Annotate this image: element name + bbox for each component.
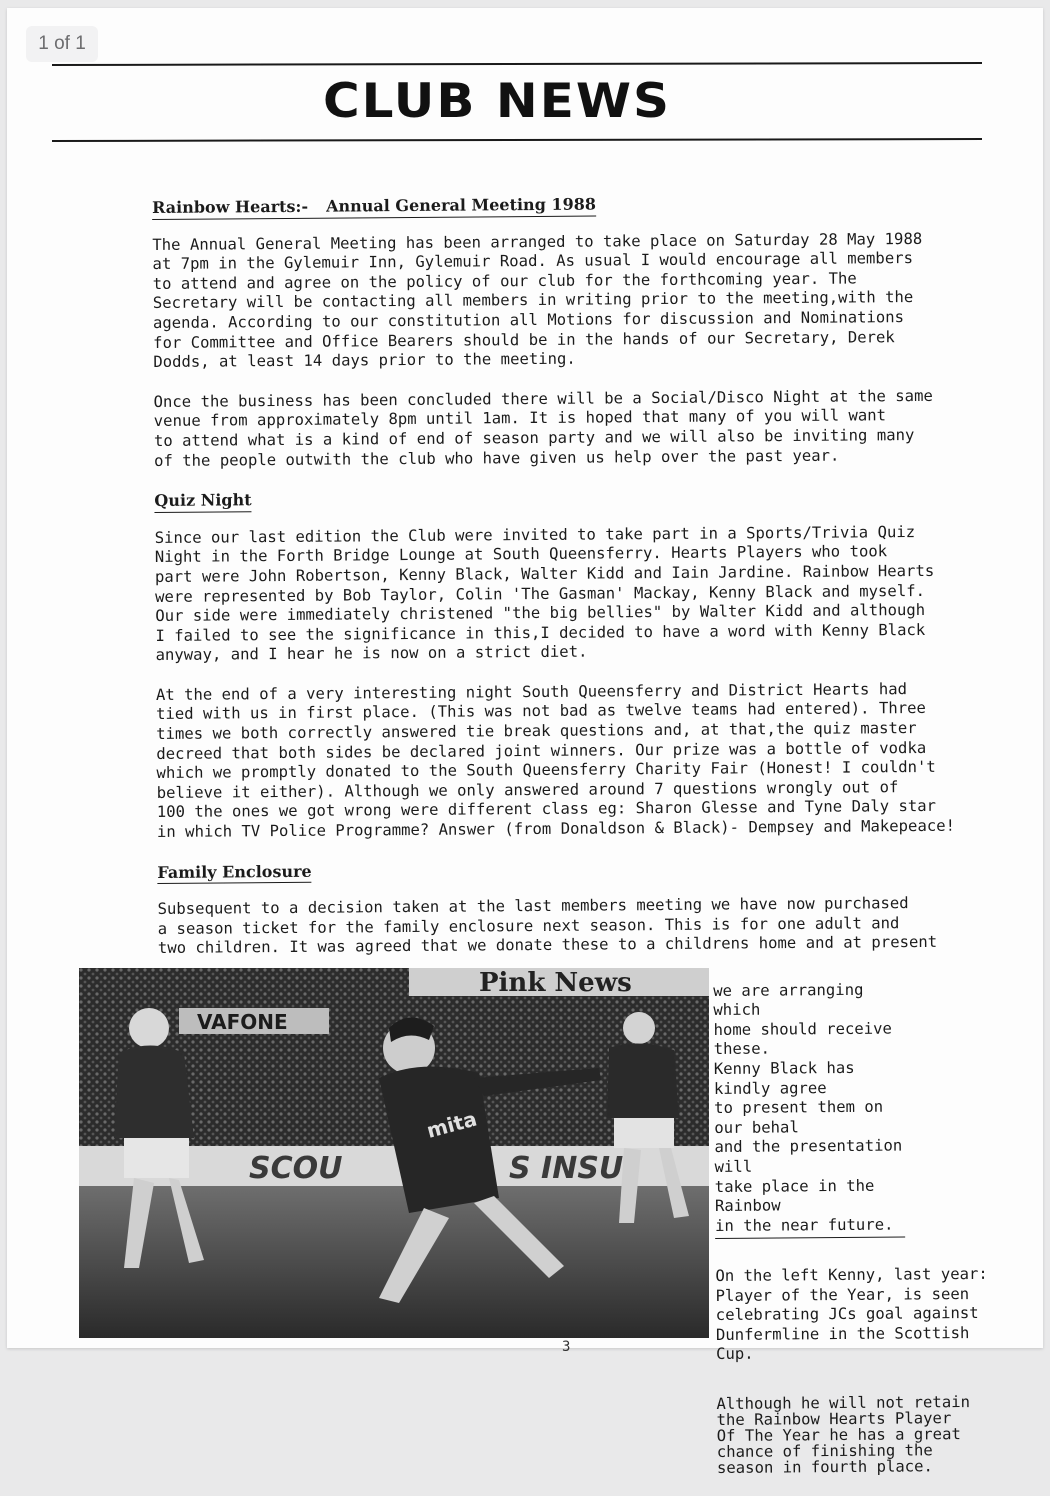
side-column (713, 960, 1017, 1496)
article-body (152, 191, 998, 959)
masthead-title: CLUB NEWS (322, 73, 672, 129)
agm-heading-title: Annual General Meeting 1988 (325, 194, 597, 216)
quiz-paragraph-1: Since our last edition the Club were invited to take part in a Sports/Trivia Quiz Night in the Forth Bridge Lounge at South Queensferry. Hearts Players who took part were John Robertson, Kenny Black, Walter Kidd and Iain Jardine. Rainbow Hearts were represented by Bob Taylor, Colin 'The Gasman' Mackay, Kenny Black and myself. Our side were immediately christened "the big bellies" by Walter Kidd and although I failed to see the significance in this,I decided to have a word with Kenny Black anyway, and I hear he is now on a strict diet. (154, 522, 935, 665)
document-page (7, 8, 1043, 1478)
family-side-text: we are arranging which home should receive these. Kenny Black has kindly agree to present them on our behal and the presentation will take place in the Rainbow in the near future. (713, 980, 905, 1239)
banner-left-text: VAFONE (197, 1010, 288, 1034)
page-number: 3 (562, 1339, 571, 1355)
masthead-top-rule (52, 62, 982, 66)
match-photo (79, 968, 709, 1338)
board-text-left: SCOU (249, 1151, 343, 1186)
photo-caption-1: On the left Kenny, last year: Player of the Year, is seen celebrating JCs goal against Dunfermline in the Scottish Cup. (715, 1264, 988, 1364)
board-text-right: S INSU (509, 1151, 624, 1186)
photo-caption-2: Although he will not retain the Rainbow Hearts Player Of The Year he has a great chance of finishing the season in fourth place. (716, 1393, 971, 1478)
banner-top-text: Pink News (479, 968, 632, 998)
agm-heading-club: Rainbow Hearts:- (152, 196, 309, 217)
quiz-heading: Quiz Night (154, 490, 251, 512)
shirt-sponsor-text: mita (424, 1106, 480, 1143)
quiz-paragraph-2: At the end of a very interesting night South Queensferry and District Hearts had tied with us in first place. (This was not bad as twelve teams had entered). Three times we both correctly answered tie break questions and, at that,the quiz master decreed that both sides be declared joint winners. Our prize was a bottle of vodka which we promptly donated to the South Queensferry Charity Fair (Honest! I couldn't believe it either). Although we only answered around 7 questions wrongly out of 100 the ones we got wrong were different class eg: Sharon Glesse and Tyne Daly star in which TV Police Programme? Answer (from Donaldson & Black)- Dempsey and Makepeace! (155, 679, 956, 842)
page-counter: 1 of 1 (26, 26, 98, 62)
agm-paragraph-1: The Annual General Meeting has been arranged to take place on Saturday 28 May 1988 at 7pm in the Gylemuir Inn, Gylemuir Road. As usual I would encourage all members to attend and agree on the policy of our club for the forthcoming year. The Secretary will be contacting all members in writing prior to the meeting,with the agenda. According to our constitution all Motions for discussion and Nominations for Committee and Office Bearers should be in the hands of our Secretary, Derek Dodds, at least 14 days prior to the meeting. (152, 229, 923, 372)
family-heading: Family Enclosure (157, 861, 312, 884)
masthead-bottom-rule (52, 138, 982, 142)
family-paragraph-1: Subsequent to a decision taken at the last members meeting we have now purchased a season ticket for the family enclosure next season. This is for one adult and two children. It was agreed that we donate these to a childrens home and at present (157, 894, 938, 958)
agm-paragraph-2: Once the business has been concluded there will be a Social/Disco Night at the same venue from approximately 8pm until 1am. It is hoped that many of you will want to attend what is a kind of end of season party and we will also be inviting many of the people outwith the club who have given us help over the past year. (153, 386, 933, 470)
match-photo-illustration (79, 968, 709, 1338)
agm-heading (152, 195, 596, 220)
